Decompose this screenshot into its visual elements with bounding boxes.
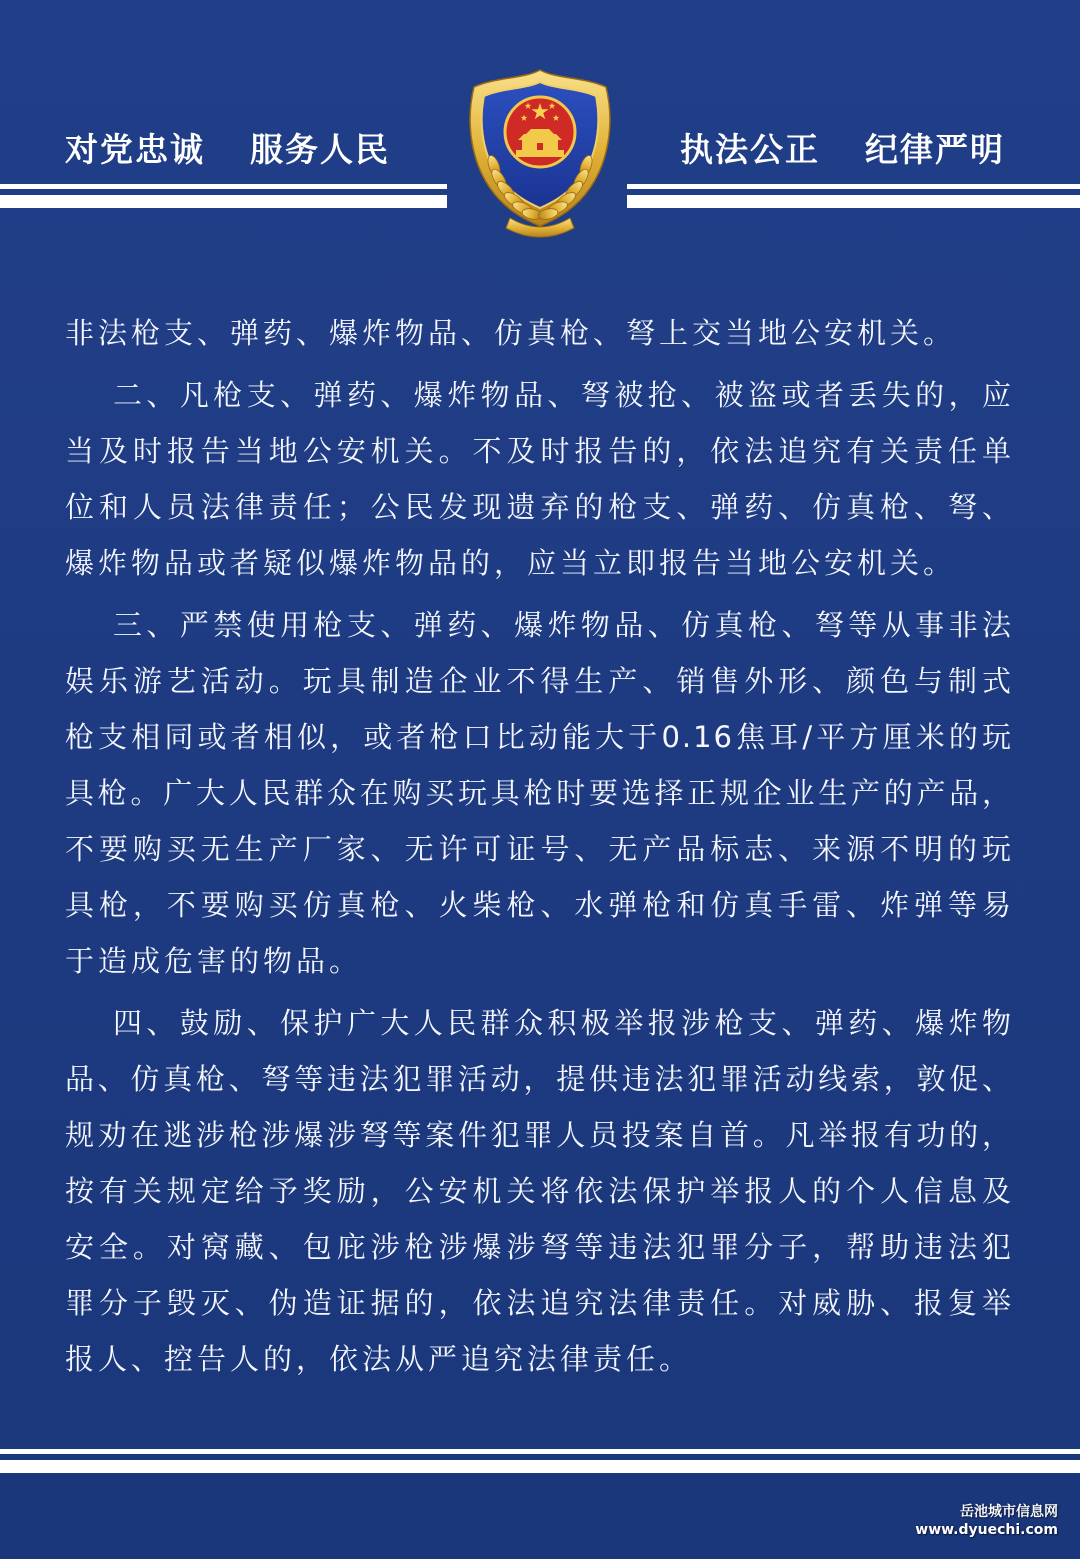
- body-line: 于造成危害的物品。: [65, 944, 363, 978]
- body-line: 报人、控告人的，依法从严追究法律责任。: [65, 1342, 693, 1376]
- slogan-serve-people: 服务人民: [250, 130, 390, 169]
- header-left-thin-stripe: [0, 184, 447, 189]
- body-line: 二、凡枪支、弹药、爆炸物品、弩被抢、被盗或者丢失的，应: [113, 378, 1013, 412]
- footer-thin-stripe: [0, 1449, 1080, 1454]
- header-left-thick-stripe: [0, 195, 447, 208]
- body-line: 具枪，不要购买仿真枪、火柴枪、水弹枪和仿真手雷、炸弹等易: [65, 888, 1013, 922]
- body-line: 不要购买无生产厂家、无许可证号、无产品标志、来源不明的玩: [65, 832, 1013, 866]
- paragraph-3: [65, 597, 1013, 989]
- slogan-discipline: 纪律严明: [865, 130, 1005, 169]
- body-line: 具枪。广大人民群众在购买玩具枪时要选择正规企业生产的产品，: [65, 776, 1013, 810]
- body-line: 按有关规定给予奖励，公安机关将依法保护举报人的个人信息及: [65, 1174, 1013, 1208]
- slogan-fair-law: 执法公正: [680, 130, 820, 169]
- paragraph-1: [65, 305, 1013, 361]
- notice-body: [65, 305, 1013, 1387]
- site-watermark: [915, 1503, 1058, 1539]
- body-line: 三、严禁使用枪支、弹药、爆炸物品、仿真枪、弩等从事非法: [113, 608, 1013, 642]
- police-emblem-icon: [452, 66, 628, 244]
- paragraph-4: [65, 995, 1013, 1387]
- body-line: 罪分子毁灭、伪造证据的，依法追究法律责任。对威胁、报复举: [65, 1286, 1013, 1320]
- header-right-thick-stripe: [627, 195, 1080, 208]
- body-line: 规劝在逃涉枪涉爆涉弩等案件犯罪人员投案自首。凡举报有功的，: [65, 1118, 1013, 1152]
- watermark-url: www.dyuechi.com: [915, 1522, 1058, 1538]
- body-line: 位和人员法律责任；公民发现遗弃的枪支、弹药、仿真枪、弩、: [65, 490, 1013, 524]
- header-right-thin-stripe: [627, 184, 1080, 189]
- body-line: 当及时报告当地公安机关。不及时报告的，依法追究有关责任单: [65, 434, 1013, 468]
- body-line: 品、仿真枪、弩等违法犯罪活动，提供违法犯罪活动线索，敦促、: [65, 1062, 1013, 1096]
- body-line: 娱乐游艺活动。玩具制造企业不得生产、销售外形、颜色与制式: [65, 664, 1013, 698]
- body-line: 安全。对窝藏、包庇涉枪涉爆涉弩等违法犯罪分子，帮助违法犯: [65, 1230, 1013, 1264]
- body-line: 非法枪支、弹药、爆炸物品、仿真枪、弩上交当地公安机关。: [65, 316, 957, 350]
- body-line: 四、鼓励、保护广大人民群众积极举报涉枪支、弹药、爆炸物: [113, 1006, 1013, 1040]
- slogan-loyalty: 对党忠诚: [65, 130, 205, 169]
- footer-thick-stripe: [0, 1460, 1080, 1473]
- paragraph-2: [65, 367, 1013, 591]
- body-line: 爆炸物品或者疑似爆炸物品的，应当立即报告当地公安机关。: [65, 546, 957, 580]
- watermark-site-name: 岳池城市信息网: [960, 1504, 1058, 1520]
- body-line: 枪支相同或者相似，或者枪口比动能大于0.16焦耳/平方厘米的玩: [65, 720, 1013, 754]
